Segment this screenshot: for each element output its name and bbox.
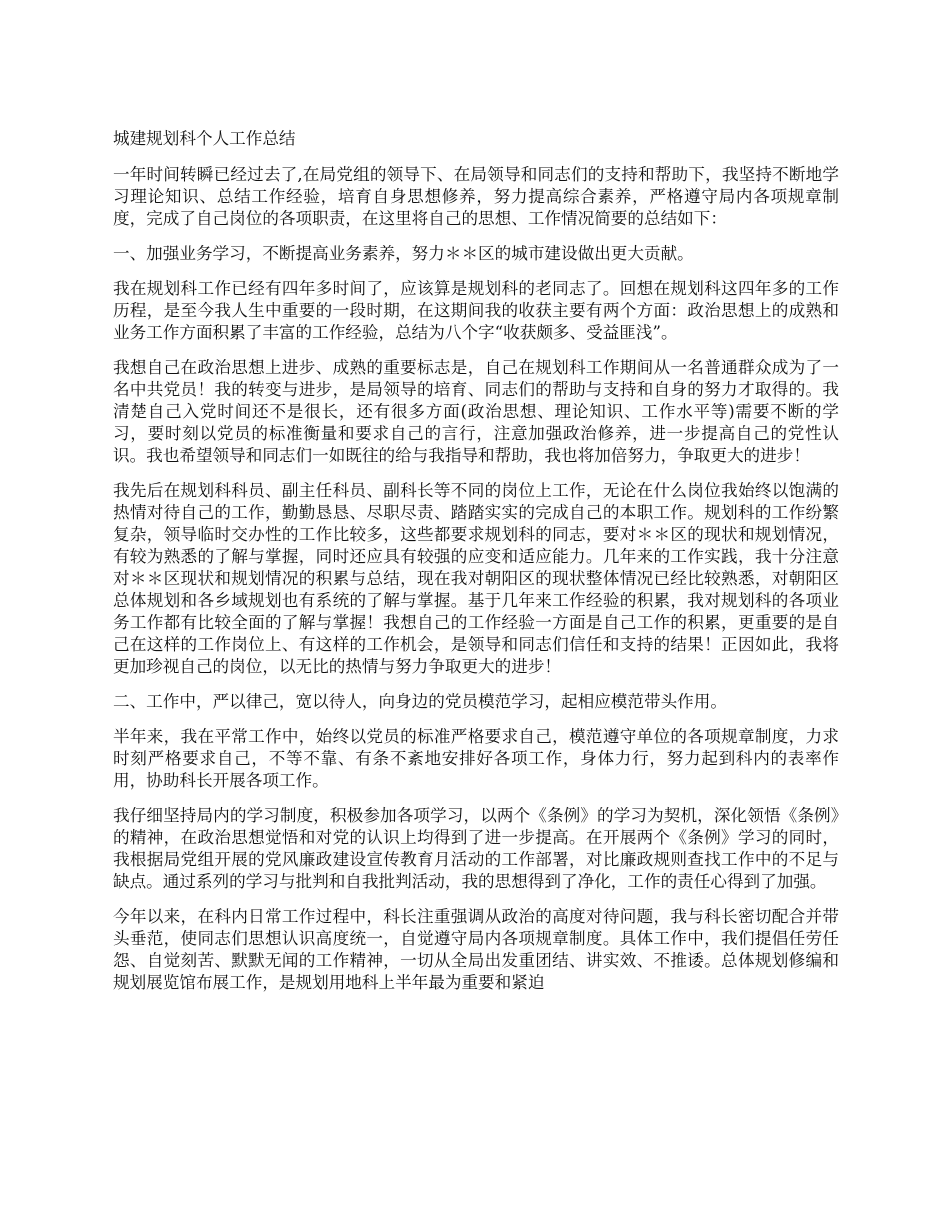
paragraph: 今年以来，在科内日常工作过程中，科长注重强调从政治的高度对待问题，我与科长密切配合并带头垂范，使同志们思想认识高度统一，自觉遵守局内各项规章制度。具体工作中，我们提倡任劳任怨、自觉刻苦、默默无闻的工作精神，一切从全局出发重团结、讲实效、不推诿。总体规划修编和规划展览馆布展工作，是规划用地科上半年最为重要和紧迫 <box>113 907 839 992</box>
paragraph: 我想自己在政治思想上进步、成熟的重要标志是，自己在规划科工作期间从一名普通群众成为了一名中共党员！我的转变与进步，是局领导的培育、同志们的帮助与支持和自身的努力才取得的。我清楚自己入党时间还不是很长，还有很多方面(政治思想、理论知识、工作水平等)需要不断的学习，要时刻以党员的标准衡量和要求自己的言行，注意加强政治修养，进一步提高自己的党性认识。我也希望领导和同志们一如既往的给与我指导和帮助，我也将加倍努力，争取更大的进步！ <box>113 358 839 465</box>
paragraph: 我先后在规划科科员、副主任科员、副科长等不同的岗位上工作，无论在什么岗位我始终以饱满的热情对待自己的工作，勤勤恳恳、尽职尽责、踏踏实实的完成自己的本职工作。规划科的工作纷繁复杂，领导临时交办性的工作比较多，这些都要求规划科的同志，要对＊＊区的现状和规划情况，有较为熟悉的了解与掌握，同时还应具有较强的应变和适应能力。几年来的工作实践，我十分注意对＊＊区现状和规划情况的积累与总结，现在我对朝阳区的现状整体情况已经比较熟悉，对朝阳区总体规划和各乡域规划也有系统的了解与掌握。基于几年来工作经验的积累，我对规划科的各项业务工作都有比较全面的了解与掌握！我想自己的工作经验一方面是自己工作的积累，更重要的是自己在这样的工作岗位上、有这样的工作机会，是领导和同志们信任和支持的结果！正因如此，我将更加珍视自己的岗位，以无比的热情与努力争取更大的进步！ <box>113 481 839 676</box>
section-heading-1: 一、加强业务学习，不断提高业务素养，努力＊＊区的城市建设做出更大贡献。 <box>113 244 694 263</box>
paragraph: 我在规划科工作已经有四年多时间了，应该算是规划科的老同志了。回想在规划科这四年多的工作历程，是至今我人生中重要的一段时期，在这期间我的收获主要有两个方面：政治思想上的成熟和业务工作方面积累了丰富的工作经验，总结为八个字“收获颇多、受益匪浅”。 <box>113 279 839 342</box>
section-heading-2: 二、工作中，严以律己，宽以待人，向身边的党员模范学习，起相应模范带头作用。 <box>113 692 727 711</box>
document-title: 城建规划科个人工作总结 <box>113 129 296 148</box>
paragraph: 半年来，我在平常工作中，始终以党员的标准严格要求自己，模范遵守单位的各项规章制度，力求时刻严格要求自己，不等不靠、有条不紊地安排好各项工作，身体力行，努力起到科内的表率作用，协助科长开展各项工作。 <box>113 727 839 790</box>
paragraph: 我仔细坚持局内的学习制度，积极参加各项学习，以两个《条例》的学习为契机，深化领悟《条例》的精神，在政治思想觉悟和对党的认识上均得到了进一步提高。在开展两个《条例》学习的同时，我根据局党组开展的党风廉政建设宣传教育月活动的工作部署，对比廉政规则查找工作中的不足与缺点。通过系列的学习与批判和自我批判活动，我的思想得到了净化，工作的责任心得到了加强。 <box>113 806 839 891</box>
paragraph-intro: 一年时间转瞬已经过去了,在局党组的领导下、在局领导和同志们的支持和帮助下，我坚持不断地学习理论知识、总结工作经验，培育自身思想修养，努力提高综合素养，严格遵守局内各项规章制度，完成了自己岗位的各项职责，在这里将自己的思想、工作情况简要的总结如下： <box>113 165 839 228</box>
document-page <box>113 128 839 1007</box>
